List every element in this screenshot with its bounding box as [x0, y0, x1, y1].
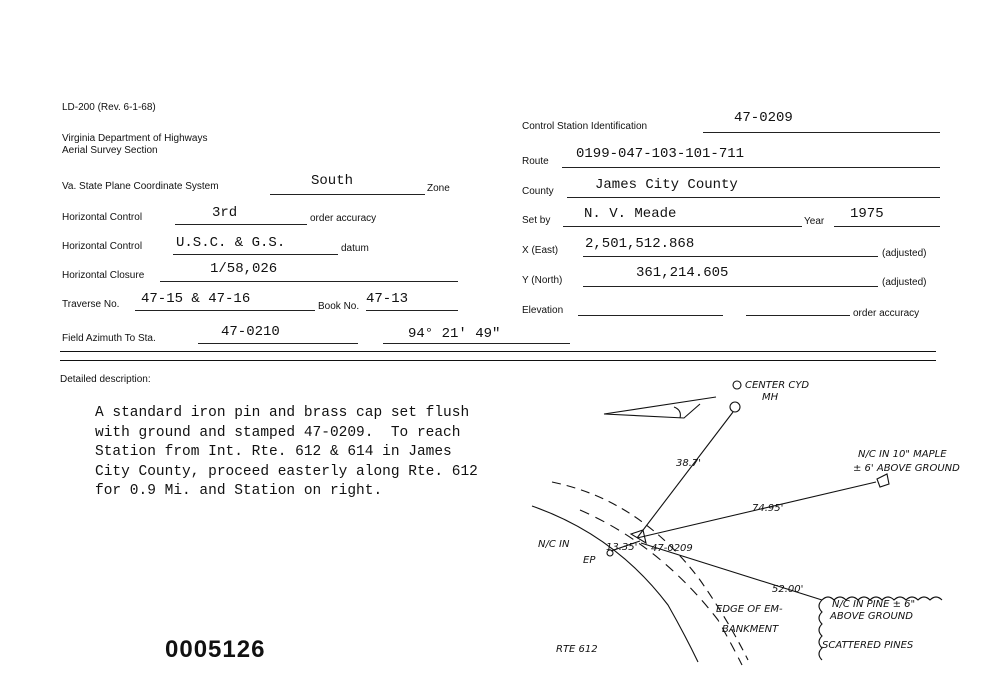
dist-maple-label: 74.95'	[752, 503, 784, 514]
center-cyd-symbol	[733, 381, 741, 389]
road-centerline	[552, 482, 748, 660]
scattered-pines-label: SCATTERED PINES	[822, 640, 914, 651]
section-name: Aerial Survey Section	[62, 145, 158, 156]
zone-label: Zone	[427, 183, 450, 194]
agency-name: Virginia Department of Highways	[62, 133, 208, 144]
route-label: Route	[522, 156, 549, 167]
dist-ep-label: 13.35'	[606, 542, 638, 553]
description-text: A standard iron pin and brass cap set flush with ground and stamped 47-0209. To reach Station from Int. Rte. 612 & 614 in James City County, proceed easterly along Rte. 612 for 0.9 Mi. and Station on right.	[95, 405, 478, 499]
rte-label: RTE 612	[556, 644, 598, 655]
year-label: Year	[804, 216, 825, 227]
north-arrow-arc	[674, 407, 680, 418]
elevation-order-accuracy-label: order accuracy	[853, 308, 920, 319]
traverse-label: Traverse No.	[62, 299, 120, 310]
book-value: 47-13	[366, 291, 409, 307]
station-id-label: Control Station Identification	[522, 121, 648, 132]
maple-tree-symbol	[877, 474, 889, 487]
set-by-value: N. V. Meade	[584, 206, 677, 222]
y-adjusted-label: (adjusted)	[882, 277, 927, 288]
nfc-ep-label-1: N/C IN	[538, 539, 570, 550]
county-value: James City County	[595, 177, 738, 193]
horizontal-control-label: Horizontal Control	[62, 212, 143, 223]
station-number-label: 47-0209	[651, 543, 693, 554]
horizontal-control-datum-label: Horizontal Control	[62, 241, 143, 252]
datum-value: U.S.C. & G.S.	[176, 235, 286, 251]
description-label: Detailed description:	[60, 374, 151, 385]
tree-line-left	[819, 600, 822, 660]
y-north-label: Y (North)	[522, 275, 563, 286]
north-arrow-head	[604, 404, 700, 418]
set-by-label: Set by	[522, 215, 551, 226]
coord-system-label: Va. State Plane Coordinate System	[62, 181, 219, 192]
nfc-ep-label-2: EP	[583, 555, 596, 566]
x-east-label: X (East)	[522, 245, 559, 256]
closure-label: Horizontal Closure	[62, 270, 145, 281]
manhole-symbol	[730, 402, 740, 412]
dist-center-label: 38.7'	[676, 458, 702, 469]
nfc-pine-label-2: ABOVE GROUND	[830, 611, 913, 622]
year-value: 1975	[850, 206, 884, 222]
traverse-value: 47-15 & 47-16	[141, 291, 251, 307]
dist-pine-label: 52.00'	[772, 584, 804, 595]
azimuth-station-value: 47-0210	[221, 324, 280, 340]
edge-label-2: BANKMENT	[722, 624, 779, 635]
mh-label: MH	[762, 392, 779, 403]
order-accuracy-label: order accuracy	[310, 213, 377, 224]
county-label: County	[522, 186, 554, 197]
horizontal-control-value: 3rd	[212, 205, 238, 221]
elevation-label: Elevation	[522, 305, 564, 316]
edge-label-1: EDGE OF EM-	[716, 604, 783, 615]
azimuth-label: Field Azimuth To Sta.	[62, 333, 156, 344]
form-id: LD-200 (Rev. 6-1-68)	[62, 102, 156, 113]
nfc-maple-label-2: ± 6' ABOVE GROUND	[853, 463, 960, 474]
center-cyd-label: CENTER CYD	[745, 380, 810, 391]
document-number: 0005126	[165, 636, 266, 663]
x-adjusted-label: (adjusted)	[882, 248, 927, 259]
closure-value: 1/58,026	[210, 261, 278, 277]
north-arrow-line	[604, 397, 716, 414]
x-east-value: 2,501,512.868	[585, 236, 695, 252]
azimuth-angle-value: 94° 21' 49"	[408, 326, 501, 342]
book-label: Book No.	[318, 301, 360, 312]
nfc-pine-label-1: N/C IN PINE ± 6"	[832, 599, 916, 610]
station-id-value: 47-0209	[734, 110, 793, 126]
route-value: 0199-047-103-101-711	[576, 146, 745, 162]
y-north-value: 361,214.605	[636, 265, 729, 281]
coord-system-value: South	[311, 173, 354, 189]
nfc-maple-label-1: N/C IN 10" MAPLE	[858, 449, 947, 460]
datum-label: datum	[341, 243, 369, 254]
embankment-edge	[580, 510, 742, 665]
